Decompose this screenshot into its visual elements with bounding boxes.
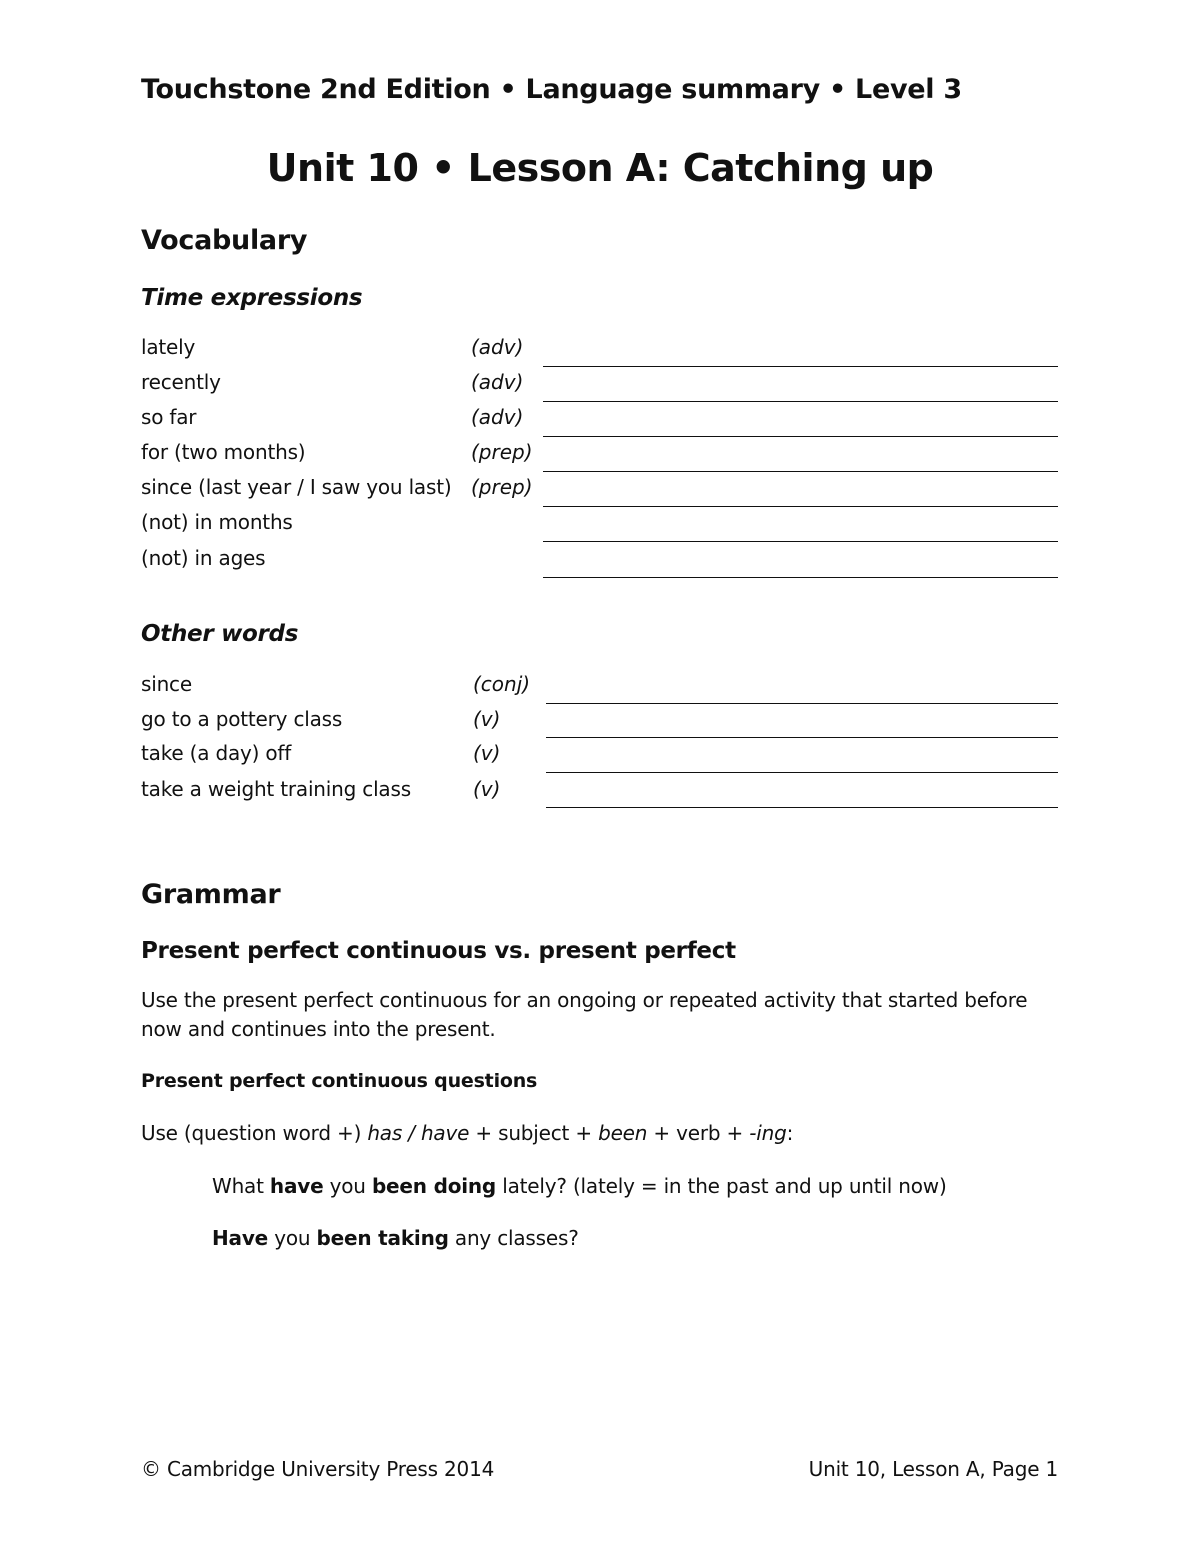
page-label-footer: Unit 10, Lesson A, Page 1 [808, 1457, 1058, 1481]
vocab-word: since [141, 672, 192, 696]
rule-text: + verb + [647, 1121, 750, 1145]
vocab-word: go to a pottery class [141, 707, 343, 731]
grammar-subheading: Present perfect continuous vs. present perfect [141, 938, 736, 964]
vocab-row [0, 741, 1200, 776]
answer-line[interactable] [543, 577, 1058, 578]
grammar-heading: Grammar [141, 879, 281, 910]
grammar-rule [141, 1119, 1041, 1148]
example-bold: Have [212, 1226, 269, 1250]
answer-line[interactable] [543, 366, 1058, 367]
vocab-row [0, 672, 1200, 707]
answer-line[interactable] [543, 506, 1058, 507]
rule-italic: -ing [749, 1121, 787, 1145]
vocab-word: (not) in months [141, 510, 293, 534]
vocab-word: take a weight training class [141, 777, 411, 801]
vocab-word: since (last year / I saw you last) [141, 475, 452, 499]
example-sentence-2 [212, 1226, 579, 1250]
rule-text: Use (question word +) [141, 1121, 368, 1145]
part-of-speech: (v) [473, 777, 501, 801]
vocab-row [0, 335, 1200, 370]
vocab-row [0, 510, 1200, 545]
rule-italic: been [598, 1121, 648, 1145]
vocab-word: so far [141, 405, 197, 429]
unit-title: Unit 10 • Lesson A: Catching up [266, 146, 934, 190]
answer-line[interactable] [543, 541, 1058, 542]
vocab-word: for (two months) [141, 440, 306, 464]
vocab-row [0, 370, 1200, 405]
example-bold: been taking [316, 1226, 449, 1250]
vocab-row [0, 546, 1200, 581]
rule-italic: has [367, 1121, 403, 1145]
rule-text: + subject + [469, 1121, 599, 1145]
example-bold: have [269, 1174, 324, 1198]
answer-line[interactable] [543, 401, 1058, 402]
example-text: any classes? [448, 1226, 579, 1250]
part-of-speech: (prep) [471, 440, 533, 464]
example-text: lately? (lately = in the past and up until now) [496, 1174, 947, 1198]
vocabulary-heading: Vocabulary [141, 225, 308, 256]
vocab-word: take (a day) off [141, 741, 292, 765]
answer-line[interactable] [546, 703, 1058, 704]
time-expressions-heading: Time expressions [141, 285, 363, 311]
part-of-speech: (adv) [471, 370, 524, 394]
vocab-row [0, 440, 1200, 475]
part-of-speech: (adv) [471, 405, 524, 429]
example-text: What [212, 1174, 270, 1198]
series-title: Touchstone 2nd Edition • Language summary • Level 3 [141, 74, 962, 105]
vocab-word: lately [141, 335, 196, 359]
answer-line[interactable] [546, 737, 1058, 738]
vocab-word: recently [141, 370, 221, 394]
vocab-word: (not) in ages [141, 546, 266, 570]
part-of-speech: (v) [473, 741, 501, 765]
vocab-row [0, 405, 1200, 440]
example-text: you [268, 1226, 317, 1250]
rule-italic: have [420, 1121, 470, 1145]
example-text: you [323, 1174, 372, 1198]
part-of-speech: (conj) [473, 672, 531, 696]
answer-line[interactable] [546, 807, 1058, 808]
questions-heading: Present perfect continuous questions [141, 1070, 538, 1092]
grammar-intro: Use the present perfect continuous for an ongoing or repeated activity that started before now and continues into the present. [141, 988, 1028, 1041]
example-sentence-1 [212, 1174, 947, 1198]
part-of-speech: (adv) [471, 335, 524, 359]
other-words-heading: Other words [141, 621, 299, 647]
answer-line[interactable] [543, 436, 1058, 437]
rule-text: : [786, 1121, 794, 1145]
part-of-speech: (prep) [471, 475, 533, 499]
copyright-footer: © Cambridge University Press 2014 [141, 1457, 495, 1481]
part-of-speech: (v) [473, 707, 501, 731]
rule-italic: / [402, 1121, 421, 1145]
example-bold: been doing [371, 1174, 497, 1198]
answer-line[interactable] [543, 471, 1058, 472]
vocab-row [0, 475, 1200, 510]
answer-line[interactable] [546, 772, 1058, 773]
